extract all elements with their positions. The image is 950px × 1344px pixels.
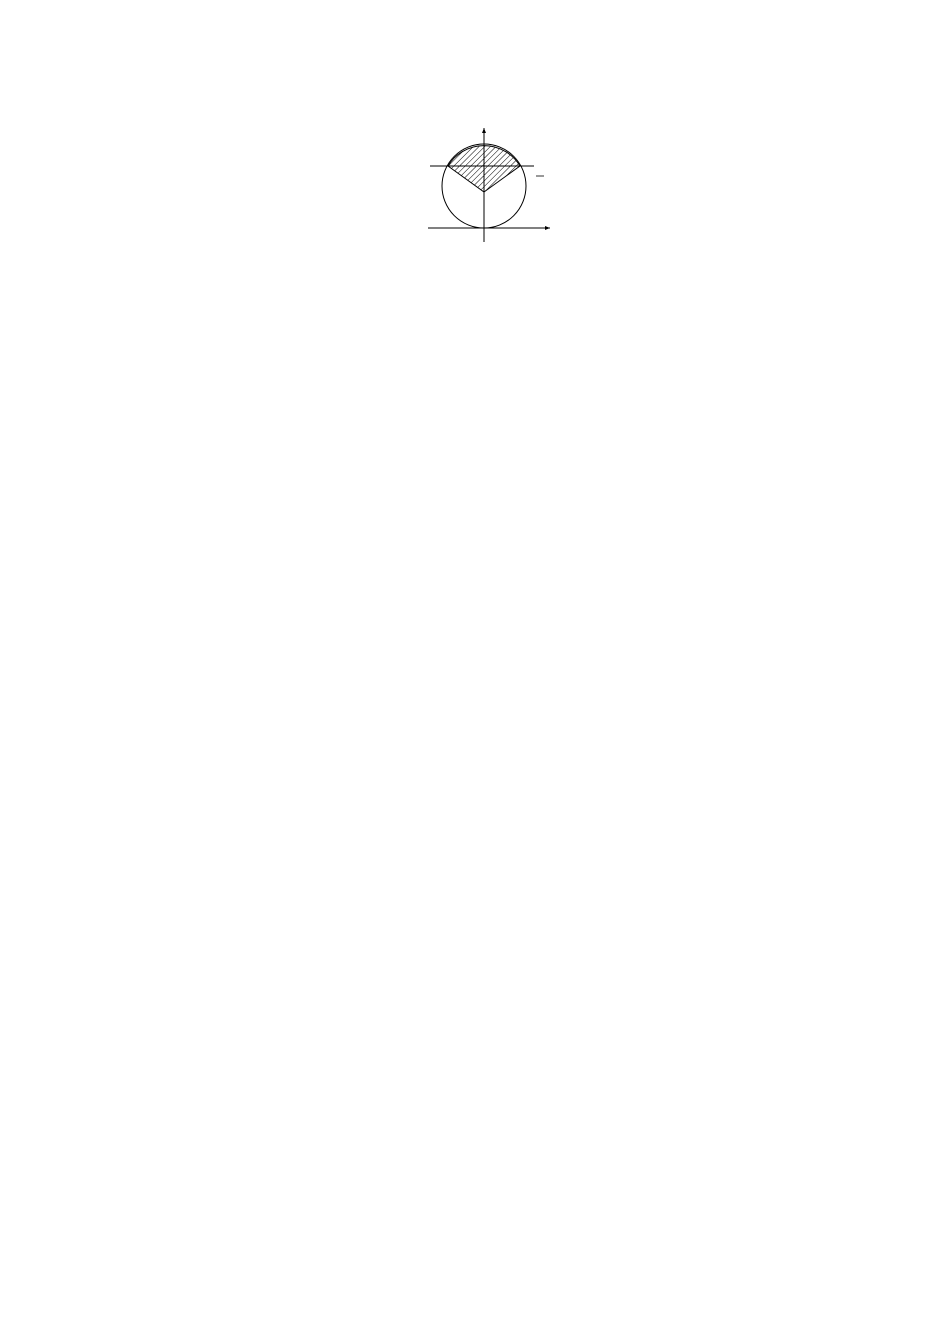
unit-circle-diagram	[422, 124, 562, 244]
unit-circle-figure	[176, 118, 816, 250]
content	[176, 118, 816, 250]
